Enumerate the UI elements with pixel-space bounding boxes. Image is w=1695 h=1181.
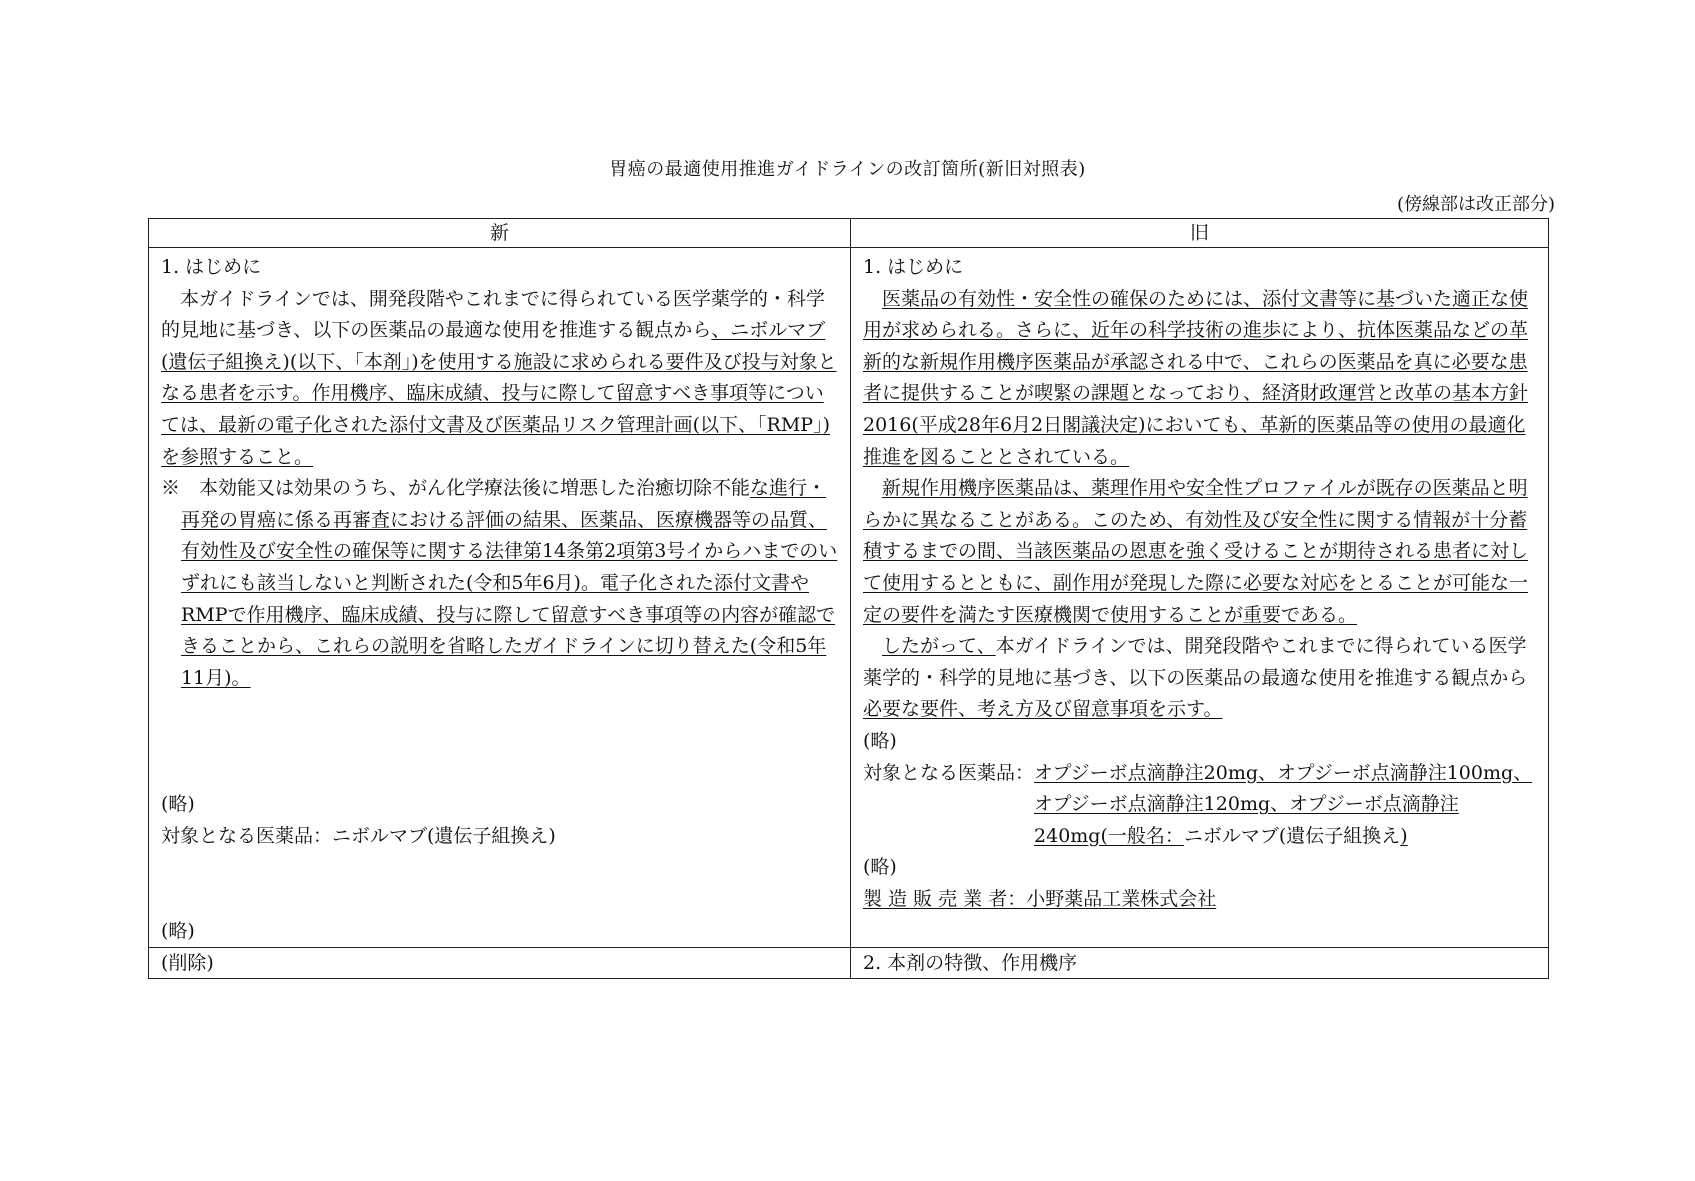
old-manufacturer-value: 小野薬品工業株式会社 xyxy=(1026,887,1217,910)
underline-note: (傍線部は改正部分) xyxy=(1396,194,1555,215)
page-title: 胃癌の最適使用推進ガイドラインの改訂箇所(新旧対照表) xyxy=(609,159,1086,180)
old-omit-2: (略) xyxy=(863,856,897,879)
old-paragraph-1-text: 医薬品の有効性・安全性の確保のためには、添付文書等に基づいた適正な使用が求められる。さらに、近年の科学技術の進歩により、抗体医薬品などの革新的な新規作用機序医薬品が承認される中で、これらの医薬品を真に必要な患者に提供することが喫緊の課題となっており、経済財政運営と改革の基本方針2016(平成28年6月2日閣議決定)においても、革新的医薬品等の使用の最適化推進を図ることとされている。 xyxy=(863,287,1529,468)
new-intro-plain: 本ガイドラインでは、開発段階やこれまでに得られている医学薬学的・科学的見地に基づき、以下の医薬品の最適な使用を推進する観点から xyxy=(161,287,825,342)
new-note-paragraph xyxy=(161,473,840,694)
old-omit-1: (略) xyxy=(863,729,897,752)
new-target-gap xyxy=(161,853,840,916)
old-manufacturer-label: 製 造 販 売 業 者： xyxy=(863,887,1027,910)
old-target-drug xyxy=(863,758,1538,853)
header-new: 新 xyxy=(149,219,851,248)
old-column xyxy=(851,248,1549,948)
new-intro-underlined: 、ニボルマブ(遺伝子組換え)(以下、「本剤」)を使用する施設に求められる要件及び投与対象となる患者を示す。作用機序、臨床成績、投与に際して留意すべき事項等については、最新の電子化された添付文書及び医薬品リスク管理計画(以下、「RMP」)を参照すること。 xyxy=(161,319,837,468)
new-column-gap xyxy=(161,694,840,789)
old-target-generic: ニボルマブ(遺伝子組換え xyxy=(1183,824,1401,847)
old-paragraph-3 xyxy=(863,631,1538,726)
old-target-end: ) xyxy=(1400,824,1408,847)
old-paragraph-2-text: 新規作用機序医薬品は、薬理作用や安全性プロファイルが既存の医薬品と明らかに異なることがある。このため、有効性及び安全性に関する情報が十分蓄積するまでの間、当該医薬品の恩恵を強く受けることが期待される患者に対して使用するとともに、副作用が発現した際に必要な対応をとることが可能な一定の要件を満たす医療機関で使用することが重要である。 xyxy=(863,477,1529,626)
new-omit-2: (略) xyxy=(161,919,195,942)
new-target-value: ニボルマブ(遺伝子組換え) xyxy=(332,824,556,847)
content-row xyxy=(149,248,1549,948)
old-paragraph-3-plain: 本ガイドラインでは、開発段階やこれまでに得られている医学薬学的・科学的見地に基づき、以下の医薬品の最適な使用を推進する観点から xyxy=(863,635,1528,689)
old-paragraph-2 xyxy=(863,473,1538,631)
old-target-label: 対象となる医薬品： xyxy=(863,761,1035,784)
new-last-cell: (削除) xyxy=(149,948,851,979)
new-omit-1: (略) xyxy=(161,793,195,816)
old-paragraph-3-tail: 必要な要件、考え方及び留意事項を示す。 xyxy=(863,698,1223,721)
new-section-heading: 1. はじめに xyxy=(161,256,262,278)
old-paragraph-3-lead: したがって、 xyxy=(882,635,996,658)
new-column xyxy=(149,248,851,948)
last-row xyxy=(149,948,1549,979)
new-target-drug xyxy=(161,821,840,853)
header-old: 旧 xyxy=(851,219,1549,248)
new-target-label: 対象となる医薬品： xyxy=(161,824,333,847)
old-target-value xyxy=(1034,758,1538,853)
new-note-mark: ※ 本効能又は効果のうち、がん化学療法後に増悪した治癒切除不能 xyxy=(161,477,751,500)
old-manufacturer xyxy=(863,884,1538,916)
old-target-products: オプジーボ点滴静注20mg、オプジーボ点滴静注100mg、オプジーボ点滴静注120mg、オプジーボ点滴静注240mg(一般名： xyxy=(1034,761,1533,847)
new-intro-paragraph xyxy=(161,284,840,474)
old-section-heading: 1. はじめに xyxy=(863,256,964,278)
new-note-underlined: な進行・再発の胃癌に係る再審査における評価の結果、医薬品、医療機器等の品質、有効性及び安全性の確保等に関する法律第14条第2項第3号イからハまでのいずれにも該当しないと判断された(令和5年6月)。電子化された添付文書やRMPで作用機序、臨床成績、投与に際して留意すべき事項等の内容が確認できることから、これらの説明を省略したガイドラインに切り替えた(令和5年11月)。 xyxy=(180,477,838,689)
header-row xyxy=(149,219,1549,248)
old-paragraph-1 xyxy=(863,284,1538,474)
old-last-cell: 2. 本剤の特徴、作用機序 xyxy=(851,948,1549,979)
comparison-table xyxy=(148,218,1549,979)
